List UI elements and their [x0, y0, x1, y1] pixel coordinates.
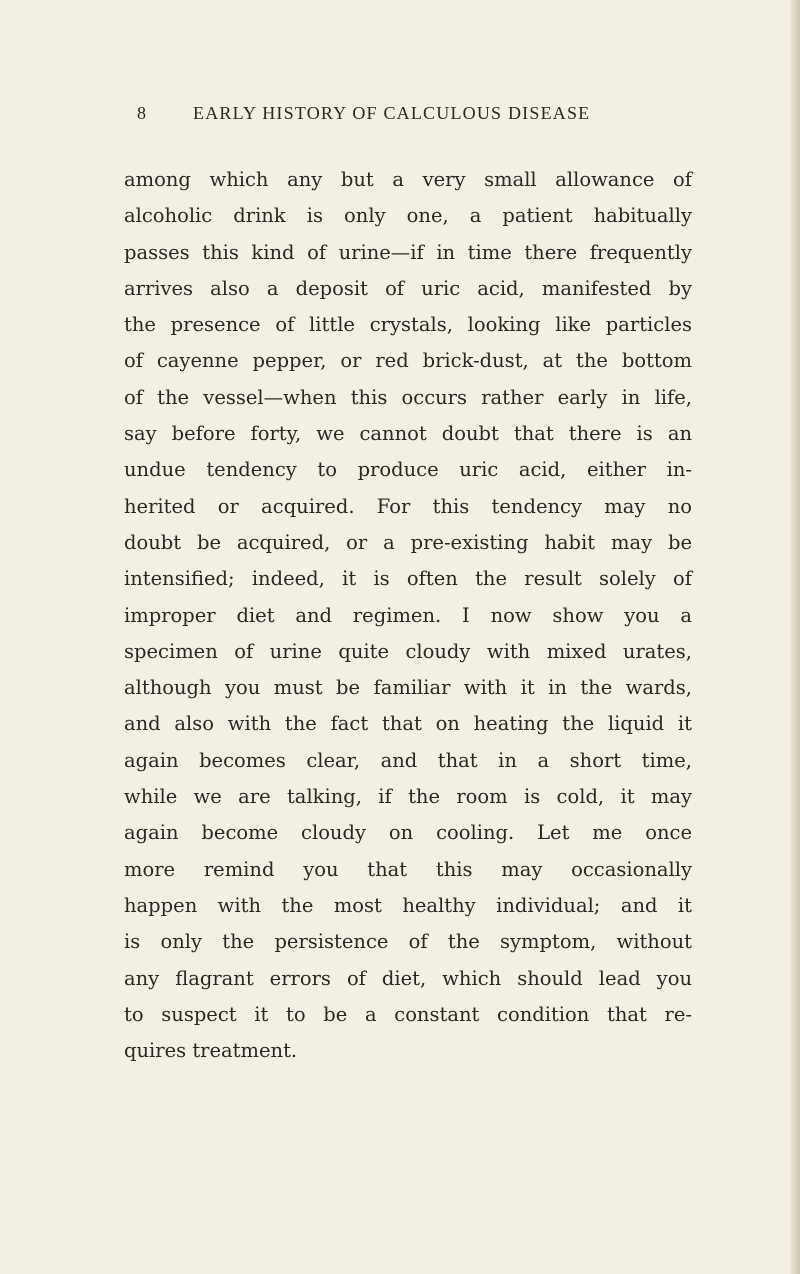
text-line: the presence of little crystals, looking like particles — [124, 313, 692, 337]
body-paragraph — [124, 162, 692, 1069]
text-line: more remind you that this may occasionally — [124, 857, 692, 881]
text-line: quires treatment. — [124, 1039, 298, 1063]
text-line: doubt be acquired, or a pre-existing habit may be — [124, 530, 692, 554]
text-line: intensified; indeed, it is often the result solely of — [124, 567, 692, 591]
text-line: among which any but a very small allowance of — [124, 168, 692, 191]
text-line: say before forty, we cannot doubt that there is an — [124, 422, 692, 446]
text-line: again become cloudy on cooling. Let me once — [124, 821, 692, 845]
text-line: while we are talking, if the room is cold, it may — [124, 785, 692, 809]
text-line: specimen of urine quite cloudy with mixed urates, — [124, 639, 692, 663]
text-line: alcoholic drink is only one, a patient habitually — [124, 204, 692, 228]
text-line: improper diet and regimen. I now show you a — [124, 603, 692, 627]
text-line: of cayenne pepper, or red brick-dust, at the bottom — [124, 349, 692, 373]
running-title: EARLY HISTORY OF CALCULOUS DISEASE — [193, 103, 591, 123]
text-line: arrives also a deposit of uric acid, manifested by — [124, 276, 692, 300]
text-line: undue tendency to produce uric acid, either in- — [124, 458, 692, 482]
page-edge — [790, 0, 800, 1274]
running-head — [137, 103, 657, 133]
text-line: passes this kind of urine—if in time there frequently — [124, 240, 692, 264]
text-line: of the vessel—when this occurs rather early in life, — [124, 385, 692, 409]
text-line: and also with the fact that on heating the liquid it — [124, 712, 692, 736]
page-number: 8 — [137, 103, 148, 123]
text-line: although you must be familiar with it in the wards, — [124, 676, 692, 700]
text-line: is only the persistence of the symptom, without — [124, 930, 692, 954]
text-line: happen with the most healthy individual; and it — [124, 893, 692, 917]
text-line: to suspect it to be a constant condition that re- — [124, 1002, 692, 1026]
text-line: again becomes clear, and that in a short time, — [124, 748, 692, 772]
text-line: herited or acquired. For this tendency may no — [124, 494, 692, 518]
text-line: any flagrant errors of diet, which should lead you — [124, 966, 692, 990]
